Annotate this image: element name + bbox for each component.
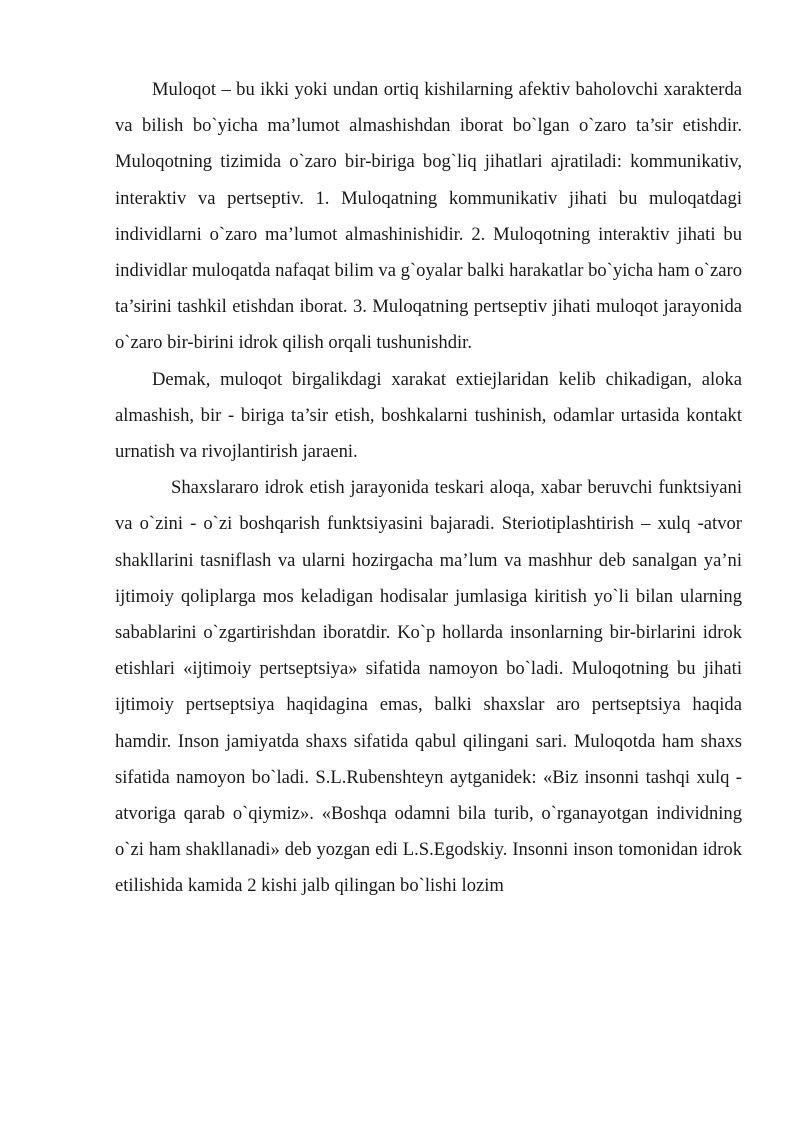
paragraph-shaxslararo-idrok: Shaxslararo idrok etish jarayonida teskari aloqa, xabar beruvchi funktsiyani va o`zini - o`zi boshqarish funktsiyasini bajaradi. Steriotiplashtirish – xulq -atvor shakllarini tasniflash va ularni hozirgacha ma’lum va mashhur deb sanalgan ya’ni ijtimoiy qoliplarga mos keladigan hodisalar jumlasiga kiritish yo`li bilan ularning sabablarini o`zgartirishdan iboratdir. Ko`p hollarda insonlarning bir-birlarini idrok etishlari «ijtimoiy pertseptsiya» sifatida namoyon bo`ladi. Muloqotning bu jihati ijtimoiy pertseptsiya haqidagina emas, balki shaxslar aro pertseptsiya haqida hamdir. Inson jamiyatda shaxs sifatida qabul qilingani sari. Muloqotda ham shaxs sifatida namoyon bo`ladi. S.L.Rubenshteyn aytganidek: «Biz insonni tashqi xulq - atvoriga qarab o`qiymiz». «Boshqa odamni bila turib, o`rganayotgan individning o`zi ham shakllanadi» deb yozgan edi L.S.Egodskiy. Insonni inson tomonidan idrok etilishida kamida 2 kishi jalb qilingan bo`lishi lozim (115, 477, 742, 897)
document-page (115, 72, 742, 905)
paragraph-demak: Demak, muloqot birgalikdagi xarakat extiejlaridan kelib chikadigan, aloka almashish, bir - biriga ta’sir etish, boshkalarni tushinish, odamlar urtasida kontakt urnatish va rivojlantirish jaraeni. (115, 368, 742, 463)
paragraph-muloqot-definition: Muloqot – bu ikki yoki undan ortiq kishilarning afektiv baholovchi xarakterda va bilish bo`yicha ma’lumot almashishdan iborat bo`lgan o`zaro ta’sir etishdir. Muloqotning tizimida o`zaro bir-biriga bog`liq jihatlari ajratiladi: kommunikativ, interaktiv va pertseptiv. 1. Muloqatning kommunikativ jihati bu muloqatdagi individlarni o`zaro ma’lumot almashinishidir. 2. Muloqotning interaktiv jihati bu individlar muloqatda nafaqat bilim va g`oyalar balki harakatlar bo`yicha ham o`zaro ta’sirini tashkil etishdan iborat. 3. Muloqatning pertseptiv jihati muloqot jarayonida o`zaro bir-birini idrok qilish orqali tushunishdir. (115, 79, 742, 354)
